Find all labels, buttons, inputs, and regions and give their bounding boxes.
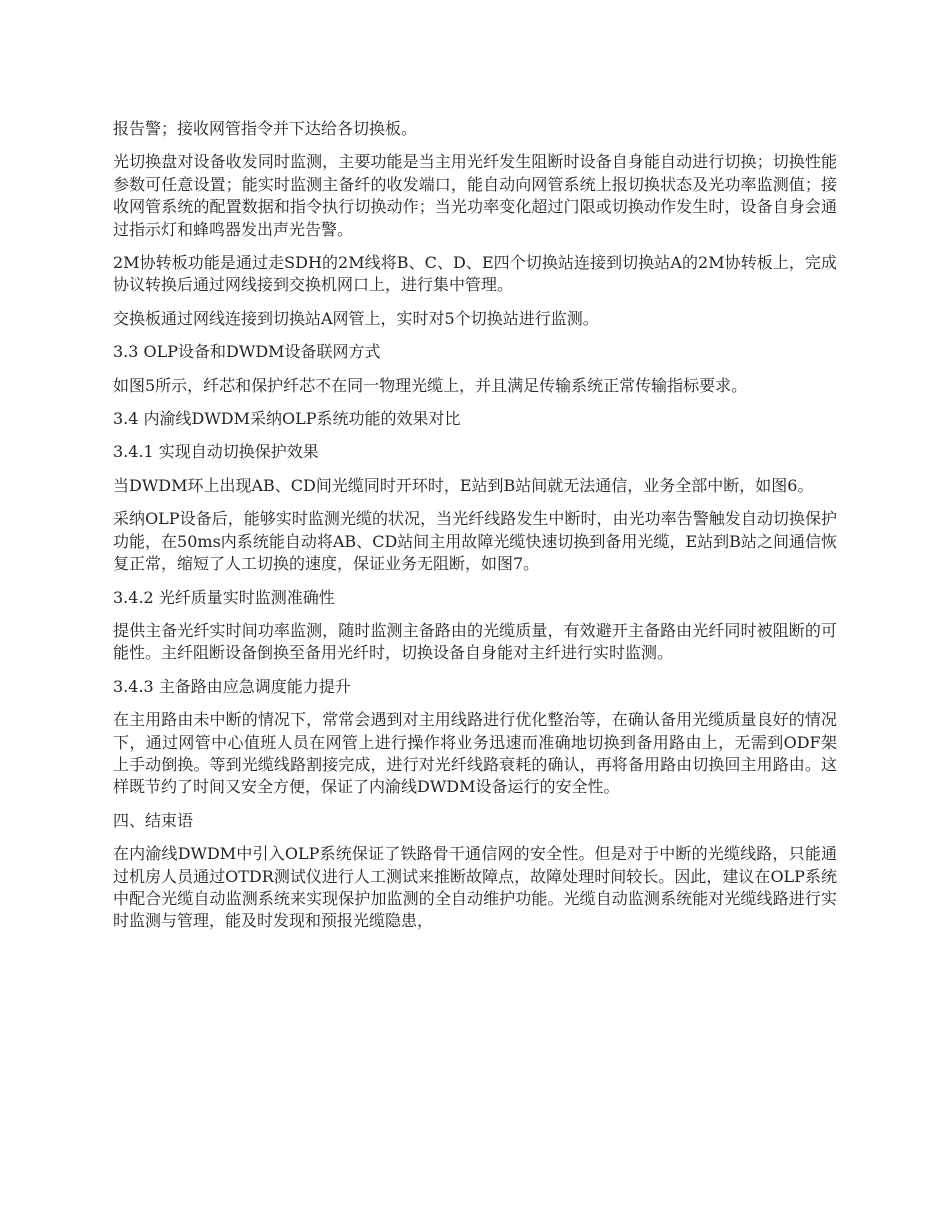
paragraph-conclusion: 在内渝线DWDM中引入OLP系统保证了铁路骨干通信网的安全性。但是对于中断的光缆线路，只能通过机房人员通过OTDR测试仪进行人工测试来推断故障点，故障处理时间较长。因此，建议在OLP系统中配合光缆自动监测系统来实现保护加监测的全自动维护功能。光缆自动监测系统能对光缆线路进行实时监测与管理，能及时发现和预报光缆隐患， [113,844,837,931]
section-heading-3-4-2: 3.4.2 光纤质量实时监测准确性 [113,587,335,607]
paragraph-olp-auto-switch: 采纳OLP设备后，能够实时监测光缆的状况，当光纤线路发生中断时，由光功率告警触发自动切换保护功能，在50ms内系统能自动将AB、CD站间主用故障光缆快速切换到备用光缆，E站到B站之间通信恢复正常，缩短了人工切换的速度，保证业务无阻断，如图7。 [113,509,837,574]
paragraph-realtime-monitoring: 提供主备光纤实时间功率监测，随时监测主备路由的光缆质量，有效避开主备路由光纤同时被阻断的可能性。主纤阻断设备倒换至备用光纤时，切换设备自身能对主纤进行实时监测。 [113,620,837,663]
paragraph-2m-protocol-board: 2M协转板功能是通过走SDH的2M线将B、C、D、E四个切换站连接到切换站A的2M协转板上，完成协议转换后通过网线接到交换机网口上，进行集中管理。 [113,253,837,295]
paragraph-emergency-dispatch: 在主用路由未中断的情况下，常常会遇到对主用线路进行优化整治等，在确认备用光缆质量良好的情况下，通过网管中心值班人员在网管上进行操作将业务迅速而准确地切换到备用路由上，无需到ODF架上手动倒换。等到光缆线路割接完成，进行对光纤线路衰耗的确认，再将备用路由切换回主用路由。这样既节约了时间又安全方便，保证了内渝线DWDM设备运行的安全性。 [113,710,837,797]
section-heading-conclusion: 四、结束语 [113,810,194,830]
section-heading-3-4: 3.4 内渝线DWDM采纳OLP系统功能的效果对比 [113,409,461,429]
document-page [113,118,837,944]
section-heading-3-3: 3.3 OLP设备和DWDM设备联网方式 [113,342,381,362]
paragraph-switch-board: 交换板通过网线连接到切换站A网管上，实时对5个切换站进行监测。 [113,308,599,328]
paragraph-figure-5: 如图5所示，纤芯和保护纤芯不在同一物理光缆上，并且满足传输系统正常传输指标要求。 [113,375,748,395]
paragraph-optical-switch-board: 光切换盘对设备收发同时监测，主要功能是当主用光纤发生阻断时设备自身能自动进行切换；切换性能参数可任意设置；能实时监测主备纤的收发端口，能自动向网管系统上报切换状态及光功率监测值；接收网管系统的配置数据和指令执行切换动作；当光功率变化超过门限或切换动作发生时，设备自身会通过指示灯和蜂鸣器发出声光告警。 [113,152,837,239]
paragraph-alarm-continuation: 报告警；接收网管指令并下达给各切换板。 [113,119,418,138]
section-heading-3-4-1: 3.4.1 实现自动切换保护效果 [113,442,319,462]
section-heading-3-4-3: 3.4.3 主备路由应急调度能力提升 [113,676,351,696]
paragraph-dwdm-ring-break: 当DWDM环上出现AB、CD间光缆同时开环时，E站到B站间就无法通信，业务全部中断，如图6。 [113,475,814,495]
